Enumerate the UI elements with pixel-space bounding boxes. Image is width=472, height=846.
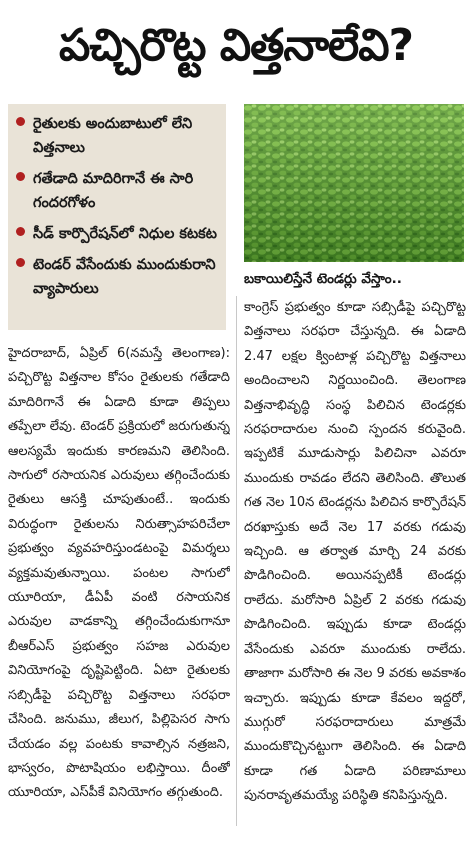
highlight-item [14, 112, 220, 160]
highlight-text: టెండర్ వేసేందుకు ముందుకురాని వ్యాపారులు [33, 257, 216, 297]
bullet-dot-icon [16, 227, 25, 236]
bullet-dot-icon [16, 117, 25, 126]
bullet-dot-icon [16, 258, 25, 267]
highlight-item [14, 167, 220, 215]
highlight-text: రైతులకు అందుబాటులో లేని విత్తనాలు [33, 116, 193, 156]
headline: పచ్చిరొట్ట విత్తనాలేవి? [58, 20, 414, 71]
highlight-text: సీడ్ కార్పొరేషన్‌లో నిధుల కటకట [33, 226, 217, 242]
bullet-dot-icon [16, 172, 25, 181]
column-divider [236, 296, 237, 826]
highlight-text: గతేడాది మాదిరిగానే ఈ సారి గందరగోళం [33, 171, 194, 211]
article-right-column: కాంగ్రెస్ ప్రభుత్వం కూడా సబ్సిడీపై పచ్చిరొట్ట విత్తనాలు సరఫరా చేస్తున్నది. ఈ ఏడాది 2.47 లక్షల క్వింటాళ్ల పచ్చిరొట్ట విత్తనాలు అందించాలని నిర్ణయించింది. తెలంగాణ విత్తనాభివృద్ధి సంస్థ పిలిచిన టెండర్లకు సరఫరాదారుల నుంచి స్పందన కరువైంది. ఇప్పటికే మూడుసార్లు పిలిచినా ఎవరూ ముందుకు రావడం లేదని తెలిసింది. తొలుత గత నెల 10న టెండర్లను పిలిచిన కార్పొరేషన్ దరఖాస్తుకు అదే నెల 17 వరకు గడువు ఇచ్చింది. ఆ తర్వాత మార్చి 24 వరకు పొడిగించింది. అయినప్పటికీ టెండర్లు రాలేదు. మరోసారి ఏప్రిల్ 2 వరకు గడువు పొడిగించింది. ఇప్పుడు కూడా టెండర్లు వేసేందుకు ఎవరూ ముందుకు రాలేదు. తాజాగా మరోసారి ఈ నెల 9 వరకు అవకాశం ఇచ్చారు. ఇప్పుడు కూడా కేవలం ఇద్దరో, ముగ్గురో సరఫరాదారులు మాత్రమే ముందుకొచ్చినట్టుగా తెలిసింది. ఈ ఏడాది కూడా గత ఏడాది పరిణామాలు పునరావృతమయ్యే పరిస్థితి కనిపిస్తున్నది. [244, 300, 466, 804]
article-left-column: హైదరాబాద్, ఏప్రిల్ 6(నమస్తే తెలంగాణ): పచ్చిరొట్ట విత్తనాల కోసం రైతులకు గతేడాది మాదిరిగానే ఈ ఏడాది కూడా తిప్పలు తప్పేలా లేవు. టెండర్ ప్రక్రియలో జరుగుతున్న ఆలస్యమే ఇందుకు కారణమని తెలిసింది. సాగులో రసాయనిక ఎరువులు తగ్గించేందుకు రైతులు ఆసక్తి చూపుతుంటే.. ఇందుకు విరుద్ధంగా రైతులను నిరుత్సాహపరిచేలా ప్రభుత్వం వ్యవహరిస్తుండటంపై విమర్శలు వ్యక్తమవుతున్నాయి. పంటల సాగులో యూరియా, డీఏపీ వంటి రసాయనిక ఎరువుల వాడకాన్ని తగ్గించేందుకుగానూ బీఆర్‌ఎస్ ప్రభుత్వం సహజ ఎరువుల వినియోగంపై దృష్టిపెట్టింది. ఏటా రైతులకు సబ్సిడీపై పచ్చిరొట్ట విత్తనాలు సరఫరా చేసింది. జనుము, జీలుగ, పిల్లిపెసర సాగు చేయడం వల్ల పంటకు కావాల్సిన నత్రజని, భాస్వరం, పొటాషియం లభిస్తాయి. దీంతో యూరియా, ఎస్‌పీకే వినియోగం తగ్గుతుంది. [8, 346, 230, 801]
highlight-item [14, 253, 220, 301]
photo-caption: బకాయిలిస్తేనే టెండర్లు వేస్తాం.. [244, 271, 402, 287]
crop-field-photo [244, 104, 464, 262]
highlight-item [14, 222, 220, 246]
highlights-box [8, 104, 226, 330]
